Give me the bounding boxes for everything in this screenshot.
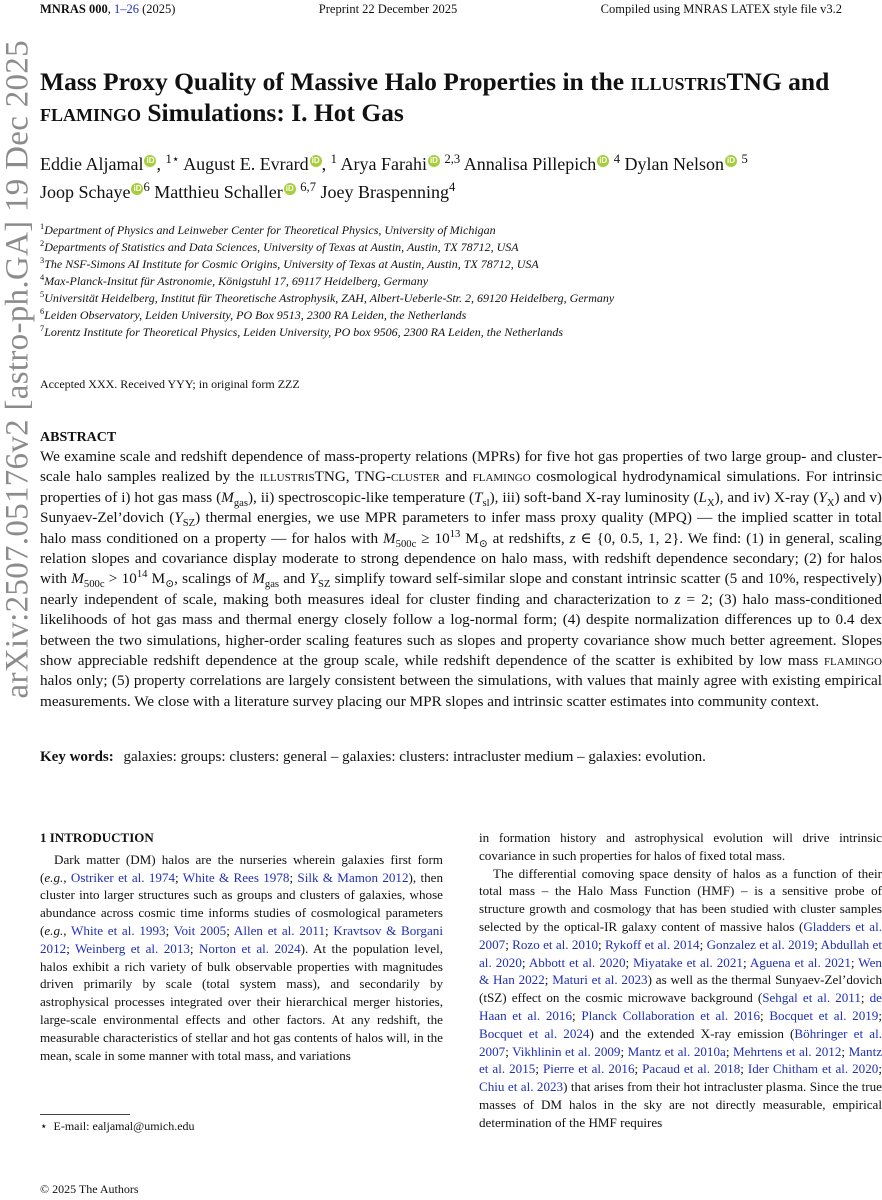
journal-ref: MNRAS 000, 1–26 (2025) — [40, 1, 176, 16]
footnote: ⋆ E-mail: ealjamal@umich.edu — [40, 1114, 443, 1134]
author: Joey Braspenning$^4$ — [320, 180, 456, 202]
orcid-icon[interactable]: iD — [311, 156, 320, 165]
section-heading: 1 INTRODUCTION — [40, 830, 154, 845]
orcid-icon[interactable]: iD — [726, 156, 735, 165]
affiliation: $^3$The NSF-Simons AI Institute for Cosmic Origins, University of Texas at Austin, Austin, TX 78712, USA — [40, 256, 539, 271]
author: Arya Farahi iD $^{2,3}$ — [340, 152, 461, 174]
affiliation: $^5$Universität Heidelberg, Institut für Theoretische Astrophysik, ZAH, Albert-Ueberle-Str. 2, 69120 Heidelberg, Germany — [40, 290, 615, 305]
right-column — [479, 829, 882, 1132]
compiled-note: Compiled using MNRAS LATEX style file v3.2 — [600, 1, 842, 16]
affiliation: $^2$Departments of Statistics and Data Sciences, University of Texas at Austin, Austin, TX 78712, USA — [40, 239, 519, 254]
running-head — [40, 0, 842, 18]
paper-title: Mass Proxy Quality of Massive Halo Properties in the illustrisTNG and flamingo Simulations: I. Hot Gas — [40, 67, 830, 127]
author: Matthieu Schaller iD $^{6,7}$ — [154, 180, 316, 202]
author-list — [40, 150, 882, 206]
orcid-icon[interactable]: iD — [429, 156, 438, 165]
keywords: Key words: galaxies: groups: clusters: general – galaxies: clusters: intracluster medium – galaxies: evolution. — [40, 749, 706, 765]
paragraph: The differential comoving space density of halos as a function of their total mass – the Halo Mass Function (HMF) – is a sensitive probe of structure growth and cosmology that has been studied with cluster samples selected by the optical-IR galaxy content of massive halos (Gladders et al. 2007; Rozo et al. 2010; Rykoff et al. 2014; Gonzalez et al. 2019; Abdullah et al. 2020; Abbott et al. 2020; Miyatake et al. 2021; Aguena et al. 2021; Wen & Han 2022; Maturi et al. 2023) as well as the thermal Sunyaev-Zel’dovich (tSZ) effect on the cosmic microwave background (Sehgal et al. 2011; de Haan et al. 2016; Planck Collaboration et al. 2016; Bocquet et al. 2019; Bocquet et al. 2024) and the extended X-ray emission (Böhringer et al. 2007; Vikhlinin et al. 2009; Mantz et al. 2010a; Mehrtens et al. 2012; Mantz et al. 2015; Pierre et al. 2016; Pacaud et al. 2018; Ider Chitham et al. 2020; Chiu et al. 2023) that arises from their hot intracluster plasma. Since the true masses of DM halos in the sky are not directly measurable, empirical determination of the HMF requires — [479, 865, 882, 1130]
affiliation: $^4$Max-Planck-Insitut für Astronomie, Königstuhl 17, 69117 Heidelberg, Germany — [40, 273, 429, 288]
orcid-icon[interactable]: iD — [285, 184, 294, 193]
author: Joop Schaye iD $^6$ — [40, 180, 150, 202]
author: Annalisa Pillepich iD $^4$ — [463, 152, 620, 174]
paragraph: in formation history and astrophysical evolution will drive intrinsic covariance in such properties for halos of fixed total mass. — [479, 830, 882, 863]
footnote-rule — [40, 1114, 130, 1115]
affiliations — [40, 222, 882, 341]
affiliation: $^7$Lorentz Institute for Theoretical Physics, Leiden University, PO box 9506, 2300 RA Leiden, the Netherlands — [40, 324, 564, 339]
accepted-note: Accepted XXX. Received YYY; in original form ZZZ — [40, 377, 300, 391]
abstract-text: We examine scale and redshift dependence of mass-property relations (MPRs) for five hot gas properties of two large group- and cluster-scale halo samples realized by the illustrisTNG, TNG-cluster and flamingo cosmological hydrodynamical simulations. For intrinsic properties of i) hot gas mass $(M_{gas})$, ii) spectroscopic-like temperature $(T_{sl})$, iii) soft-band X-ray luminosity $(L_X)$, and iv) X-ray $(Y_X)$ and v) Sunyaev-Zel’dovich $(Y_{SZ})$ thermal energies, we use MPR parameters to infer mass proxy quality (MPQ) — the implied scatter in total halo mass conditioned on a property — for halos with $M_{500c} \ge 10^{13}$ $M_⊙$ at redshifts, z ∈ {0, 0.5, 1, 2}. We find: (1) in general, scaling relation slopes and covariance display moderate to strong dependence on halo mass, with redshift dependence secondary; (2) for halos with $M_{500c} > 10^{14}$ $M_⊙$, scalings of $M_{gas}$ and $Y_{SZ}$ simplify toward self-similar slope and constant intrinsic scatter (5 and 10%, respectively) nearly independent of scale, making both measures ideal for cluster finding and characterization to z = 2; (3) halo mass-conditioned likelihoods of hot gas mass and thermal energy closely follow a log-normal form; (4) despite normalization differences up to 0.4 dex between the two simulations, higher-order scaling features such as slopes and property covariance show much better agreement. Slopes show appreciable redshift dependence at the group scale, while redshift dependence of the scatter is exhibited by low mass flamingo halos only; (5) property correlations are largely consistent between the simulations, with values that mainly agree with existing empirical measurements. We close with a literature survey placing our MPR slopes and intrinsic scatter estimates into community context. — [40, 448, 882, 710]
copyright: © 2025 The Authors — [40, 1182, 139, 1196]
arxiv-stamp[interactable]: arXiv:2507.05176v2 [astro-ph.GA] 19 Dec 2025 — [0, 40, 36, 699]
orcid-icon[interactable]: iD — [599, 156, 608, 165]
orcid-icon[interactable]: iD — [146, 156, 155, 165]
preprint-date: Preprint 22 December 2025 — [318, 1, 458, 16]
left-column — [40, 829, 443, 1064]
affiliation: $^1$Department of Physics and Leinweber Center for Theoretical Physics, University of Michigan — [40, 222, 496, 237]
abstract-heading: ABSTRACT — [40, 430, 117, 445]
author: August E. Evrard iD , $^1$ — [183, 152, 337, 174]
author: Eddie Aljamal iD , $^{1⋆}$ — [40, 152, 180, 174]
affiliation: $^6$Leiden Observatory, Leiden University, PO Box 9513, 2300 RA Leiden, the Netherlands — [40, 307, 467, 322]
orcid-icon[interactable]: iD — [133, 184, 142, 193]
paragraph: Dark matter (DM) halos are the nurseries wherein galaxies first form (e.g., Ostriker et al. 1974; White & Rees 1978; Silk & Mamon 2012), then cluster into larger structures such as groups and clusters of galaxies, whose abundance across cosmic time informs studies of cosmological parameters (e.g., White et al. 1993; Voit 2005; Allen et al. 2011; Kravtsov & Borgani 2012; Weinberg et al. 2013; Norton et al. 2024). At the population level, halos exhibit a rich variety of bulk observable properties with magnitudes driven primarily by scale (total system mass), and secondarily by astrophysical processes integrated over their hierarchical merger histories, large-scale environmental effects and other factors. At any redshift, the measurable characteristics of stellar and hot gas contents of halos will, in the mean, scale in some manner with total mass, and variations — [40, 851, 443, 1063]
author: Dylan Nelson iD $^5$ — [624, 152, 748, 174]
